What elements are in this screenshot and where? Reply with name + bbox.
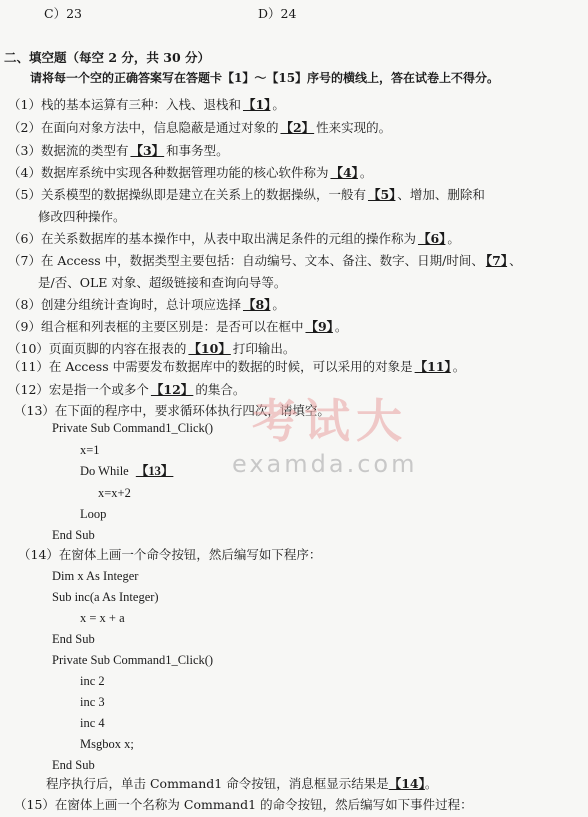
question-text: 是/否、OLE 对象、超级链接和查询向导等。	[38, 275, 287, 290]
question-line	[8, 143, 229, 159]
section-title: 二、填空题（每空 2 分，共 30 分）	[4, 50, 211, 65]
question-text: （6）在关系数据库的基本操作中，从表中取出满足条件的元组的操作称为	[8, 231, 416, 246]
question-line	[8, 253, 522, 269]
answer-blank: 【8】	[242, 297, 271, 312]
question-text: （8）创建分组统计查询时，总计项应选择	[8, 297, 241, 312]
code-line: End Sub	[52, 758, 95, 772]
question-line	[8, 97, 285, 113]
code-line: x=1	[80, 443, 100, 457]
question-tail: 打印输出。	[232, 341, 296, 356]
question-15: （15）在窗体上画一个名称为 Command1 的命令按钮，然后编写如下事件过程：	[14, 797, 473, 812]
question-line	[38, 209, 126, 225]
question-tail: 。	[447, 231, 460, 246]
question-text: （2）在面向对象方法中，信息隐蔽是通过对象的	[8, 120, 279, 135]
question-text: （9）组合框和列表框的主要区别是：是否可以在框中	[8, 319, 304, 334]
option-c: C）23	[44, 6, 82, 21]
code-line: x=x+2	[98, 486, 131, 500]
answer-blank-13: 【13】	[135, 464, 174, 478]
question-line	[8, 341, 295, 357]
question-line	[8, 319, 347, 335]
question-tail: 、增加、删除和	[397, 187, 485, 202]
question-text: （1）栈的基本运算有三种：入栈、退栈和	[8, 97, 241, 112]
question-tail: 和事务型。	[166, 143, 229, 158]
question-line	[8, 231, 460, 247]
question-text: （13）在下面的程序中，要求循环体执行四次，请填空。	[14, 403, 330, 418]
answer-blank-14: 【14】	[388, 776, 425, 791]
code-line: Private Sub Command1_Click()	[52, 421, 214, 435]
question-text: （5）关系模型的数据操纵即是建立在关系上的数据操纵，一般有	[8, 187, 366, 202]
answer-blank: 【10】	[188, 341, 231, 356]
code-line: Msgbox x;	[80, 737, 134, 751]
question-tail: 。	[424, 776, 438, 791]
question-tail: 。	[272, 297, 285, 312]
question-text: （7）在 Access 中，数据类型主要包括：自动编号、文本、备注、数字、日期/时间、	[8, 253, 484, 268]
answer-blank: 【4】	[330, 165, 358, 180]
code-line: End Sub	[52, 528, 95, 542]
question-line	[8, 359, 465, 375]
question-text: （11）在 Access 中需要发布数据库中的数据的时候，可以采用的对象是	[8, 359, 413, 374]
question-text: （10）页面页脚的内容在报表的	[8, 341, 187, 356]
question-14-result	[46, 776, 437, 792]
question-tail: 的集合。	[195, 382, 246, 397]
code-text: Do While	[80, 464, 129, 478]
code-line: Private Sub Command1_Click()	[52, 653, 214, 667]
question-line	[8, 187, 485, 203]
question-line	[38, 275, 286, 291]
watermark-logo: 考试大	[252, 394, 408, 448]
question-line	[8, 120, 391, 136]
answer-blank: 【6】	[417, 231, 446, 246]
code-line: Dim x As Integer	[52, 569, 139, 583]
code-line: inc 3	[80, 695, 105, 709]
question-tail: 、	[509, 253, 522, 268]
code-line: x = x + a	[80, 611, 125, 625]
answer-blank: 【12】	[150, 382, 194, 397]
watermark-url: examda.com	[232, 450, 418, 478]
question-line	[8, 382, 245, 398]
answer-blank: 【9】	[305, 319, 333, 334]
question-tail: 。	[359, 165, 373, 180]
question-tail: 性来实现的。	[316, 120, 392, 135]
code-line	[80, 463, 173, 479]
answer-blank: 【3】	[130, 143, 165, 158]
question-line	[8, 297, 285, 313]
question-tail: 。	[272, 97, 285, 112]
answer-blank: 【2】	[280, 120, 315, 135]
question-tail: 。	[452, 359, 466, 374]
option-d: D）24	[258, 6, 297, 21]
answer-blank: 【1】	[242, 97, 271, 112]
code-line: inc 2	[80, 674, 105, 688]
question-text: （12）宏是指一个或多个	[8, 382, 149, 397]
code-line: inc 4	[80, 716, 105, 730]
code-line: Loop	[80, 507, 107, 521]
question-tail: 。	[334, 319, 348, 334]
code-line: End Sub	[52, 632, 95, 646]
question-text: （3）数据流的类型有	[8, 143, 129, 158]
code-line: Sub inc(a As Integer)	[52, 590, 159, 604]
question-line	[8, 165, 372, 181]
question-text: 程序执行后，单击 Command1 命令按钮，消息框显示结果是	[46, 776, 389, 791]
instruction: 请将每一个空的正确答案写在答题卡【1】～【15】序号的横线上，答在试卷上不得分。	[30, 71, 500, 85]
question-text: （4）数据库系统中实现各种数据管理功能的核心软件称为	[8, 165, 329, 180]
answer-blank: 【5】	[367, 187, 396, 202]
question-line	[14, 403, 330, 419]
question-14: （14）在窗体上画一个命令按钮，然后编写如下程序：	[18, 547, 322, 562]
answer-blank: 【7】	[485, 253, 508, 268]
question-text: 修改四种操作。	[38, 209, 126, 224]
answer-blank: 【11】	[414, 359, 451, 374]
